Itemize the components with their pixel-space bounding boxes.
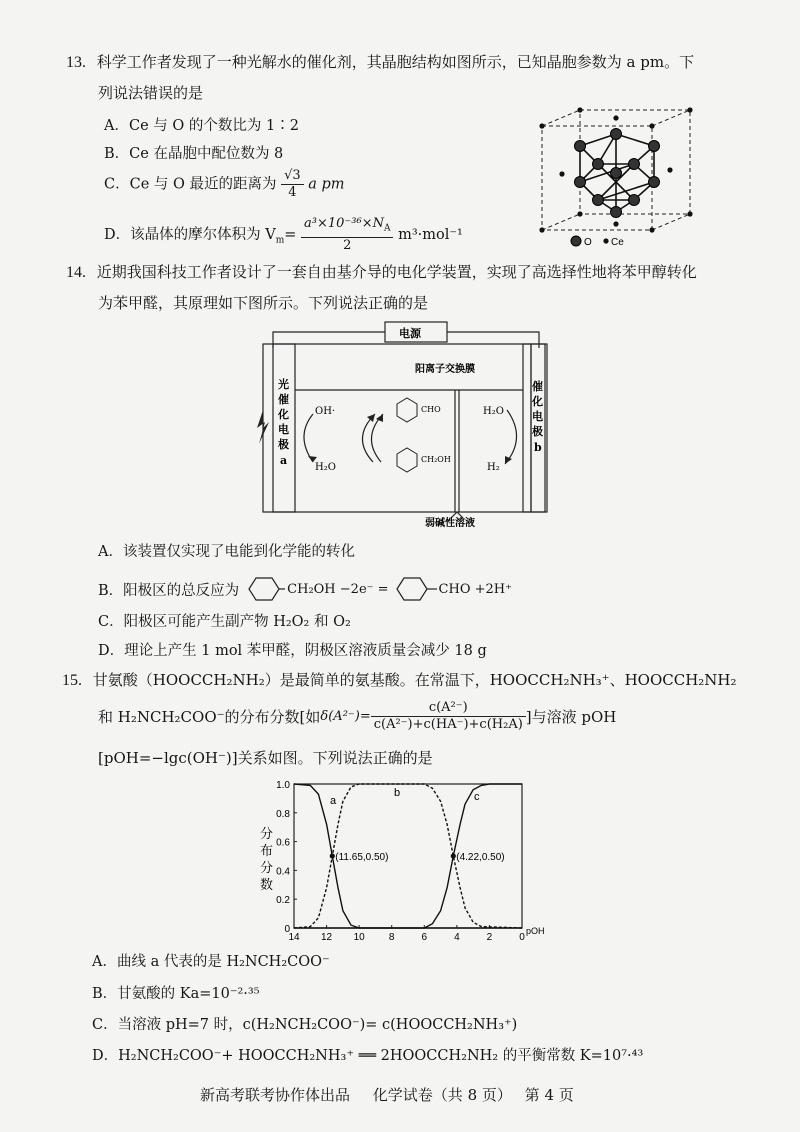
- legend-o-label: O: [584, 237, 592, 248]
- q14-option-b-mid1: CH₂OH −2e⁻ =: [287, 581, 389, 597]
- q15-stem-line2-prefix: 和 H₂NCH₂COO⁻的分布分数[如: [98, 707, 321, 726]
- y-axis-label-char: 数: [260, 878, 274, 893]
- x-tick-label: 12: [321, 932, 333, 943]
- x-axis-label: pOH: [526, 926, 545, 936]
- ch2oh-label: CH₂OH: [421, 455, 451, 464]
- membrane-label: 阳离子交换膜: [415, 364, 475, 375]
- y-tick-label: 0.8: [276, 808, 290, 820]
- q13-option-d-fraction: [301, 216, 393, 254]
- y-axis-label-char: 布: [260, 844, 274, 859]
- right-electrode-label: [531, 379, 543, 454]
- q13-option-d-den: 2: [343, 237, 352, 253]
- footer-exam-title: 化学试卷（共 8 页）: [372, 1086, 512, 1104]
- x-tick-label: 14: [288, 932, 300, 943]
- q14-stem-line2: 为苯甲醛，其原理如下图所示。下列说法正确的是: [98, 294, 429, 312]
- h2o-left-label: H₂O: [315, 462, 336, 473]
- distribution-fraction-chart: [248, 772, 568, 950]
- y-axis-label-char: 分: [260, 827, 274, 842]
- y-axis-label-char: 分: [260, 861, 274, 876]
- svg-text:化: 化: [532, 395, 543, 408]
- page-footer: [200, 1084, 574, 1105]
- series-b-label: b: [394, 787, 401, 799]
- q15-fraction: [371, 700, 526, 733]
- h2-label: H₂: [487, 462, 500, 473]
- q13-option-d-num: [301, 216, 393, 238]
- x-tick-label: 10: [353, 932, 365, 943]
- q13-option-d: [104, 216, 463, 254]
- q14-option-d: D．理论上产生 1 mol 苯甲醛，阴极区溶液质量会减少 18 g: [98, 643, 487, 659]
- q15-option-d: D．H₂NCH₂COO⁻+ HOOCCH₂NH₃⁺ ══ 2HOOCCH₂NH₂ 的平衡常数 K=10⁷·⁴³: [92, 1048, 644, 1064]
- footer-page-number: 第 4 页: [524, 1086, 574, 1104]
- q14-text: [66, 262, 697, 283]
- q14-option-b: [98, 576, 512, 602]
- x-tick-label: 6: [421, 932, 428, 943]
- q14-option-b-prefix: B．阳极区的总反应为: [98, 582, 240, 599]
- benzene-ring-1: [245, 576, 285, 602]
- q14-stem-line1: 近期我国科技工作者设计了一套自由基介导的电化学装置，实现了高选择性地将苯甲醇转化: [96, 263, 697, 281]
- q13-option-c-num: √3: [281, 168, 304, 185]
- q13-option-d-num-sub: A: [383, 223, 391, 234]
- svg-text:a: a: [280, 454, 288, 467]
- intersection-point-label: (11.65,0.50): [335, 852, 389, 863]
- crystal-cell-figure: [536, 104, 706, 250]
- q15-fraction-den: c(A²⁻)+c(HA⁻)+c(H₂A): [373, 717, 523, 732]
- footer-publisher: 新高考联考协作体出品: [200, 1086, 351, 1104]
- q15-fraction-num: c(A²⁻): [371, 700, 526, 717]
- svg-text:电: 电: [532, 410, 543, 423]
- q15-option-a: A．曲线 a 代表的是 H₂NCH₂COO⁻: [92, 954, 330, 970]
- q13-option-d-unit: m³·mol⁻¹: [398, 226, 463, 243]
- x-tick-label: 4: [454, 932, 460, 943]
- q13-option-c-suffix: a pm: [308, 176, 345, 193]
- x-tick-label: 8: [388, 932, 395, 943]
- q15-delta: δ(A²⁻)=: [320, 708, 371, 724]
- q13-stem-line2: 列说法错误的是: [98, 84, 204, 102]
- svg-text:催: 催: [532, 380, 543, 393]
- series-a-label: a: [330, 795, 337, 807]
- q14-option-c: C．阳极区可能产生副产物 H₂O₂ 和 O₂: [98, 614, 351, 630]
- left-electrode-label: [277, 377, 289, 467]
- svg-text:化: 化: [278, 408, 289, 421]
- y-tick-label: 0: [284, 924, 290, 935]
- cho-label: CHO: [421, 405, 441, 414]
- svg-text:b: b: [534, 441, 542, 454]
- q13-text: [66, 52, 694, 73]
- solution-label: 弱碱性溶液: [425, 518, 475, 529]
- q13-option-d-eq: =: [284, 226, 297, 243]
- svg-text:极: 极: [532, 425, 543, 438]
- y-tick-label: 0.2: [276, 895, 290, 907]
- svg-text:极: 极: [278, 438, 289, 451]
- svg-text:电: 电: [278, 423, 289, 436]
- q15-option-c: C．当溶液 pH=7 时，c(H₂NCH₂COO⁻)= c(HOOCCH₂NH₃⁺): [92, 1017, 518, 1033]
- svg-text:光: 光: [278, 378, 289, 391]
- series-c-label: c: [474, 791, 480, 803]
- q13-option-a: A．Ce 与 O 的个数比为 1∶2: [104, 118, 299, 134]
- oh-radical-label: OH·: [315, 406, 336, 417]
- y-tick-label: 1.0: [276, 780, 290, 791]
- q15-number: 15.: [62, 672, 82, 689]
- q15-stem-line2: [98, 700, 616, 733]
- q13-option-c: [104, 168, 345, 201]
- q13-option-c-den: 4: [288, 185, 297, 200]
- intersection-point: [330, 853, 335, 858]
- y-tick-label: 0.6: [276, 837, 290, 849]
- q13-option-c-prefix: C．Ce 与 O 最近的距离为: [104, 176, 277, 193]
- q13-stem-line1: 科学工作者发现了一种光解水的催化剂，其晶胞结构如图所示，已知晶胞参数为 a pm。下: [96, 53, 695, 71]
- legend-ce-label: Ce: [611, 237, 624, 248]
- q13-option-b: B．Ce 在晶胞中配位数为 8: [104, 146, 284, 162]
- q15-option-b: B．甘氨酸的 Ka=10⁻²·³⁵: [92, 986, 260, 1002]
- q14-option-b-mid2: CHO +2H⁺: [438, 581, 512, 597]
- benzene-ring-2: [393, 576, 437, 602]
- q14-number: 14.: [66, 264, 86, 281]
- q15-stem-line1: 甘氨酸（HOOCCH₂NH₂）是最简单的氨基酸。在常温下，HOOCCH₂NH₃⁺、HOOCCH₂NH₂: [92, 671, 737, 689]
- q13-option-c-fraction: [281, 168, 304, 201]
- q15-text: [62, 670, 737, 691]
- q15-stem-line3: [pOH=−lgc(OH⁻)]关系如图。下列说法正确的是: [98, 749, 433, 767]
- q15-stem-line2-suffix: ]与溶液 pOH: [525, 707, 617, 726]
- q13-option-d-num-text: a³×10⁻³⁶×N: [304, 216, 384, 231]
- intersection-point-label: (4.22,0.50): [456, 852, 505, 863]
- q14-option-a: A．该装置仅实现了电能到化学能的转化: [98, 544, 355, 560]
- intersection-point: [451, 853, 456, 858]
- svg-text:催: 催: [278, 393, 289, 406]
- q13-option-d-prefix: D．该晶体的摩尔体积为 V: [104, 226, 276, 243]
- x-tick-label: 2: [486, 932, 493, 943]
- power-source-label: 电源: [399, 327, 421, 340]
- q13-option-d-sub: m: [275, 235, 285, 246]
- h2o-right-label: H₂O: [483, 406, 504, 417]
- y-tick-label: 0.4: [276, 866, 290, 878]
- q13-number: 13.: [66, 54, 86, 71]
- x-tick-label: 0: [519, 932, 525, 943]
- electrochemical-device-diagram: [255, 318, 555, 530]
